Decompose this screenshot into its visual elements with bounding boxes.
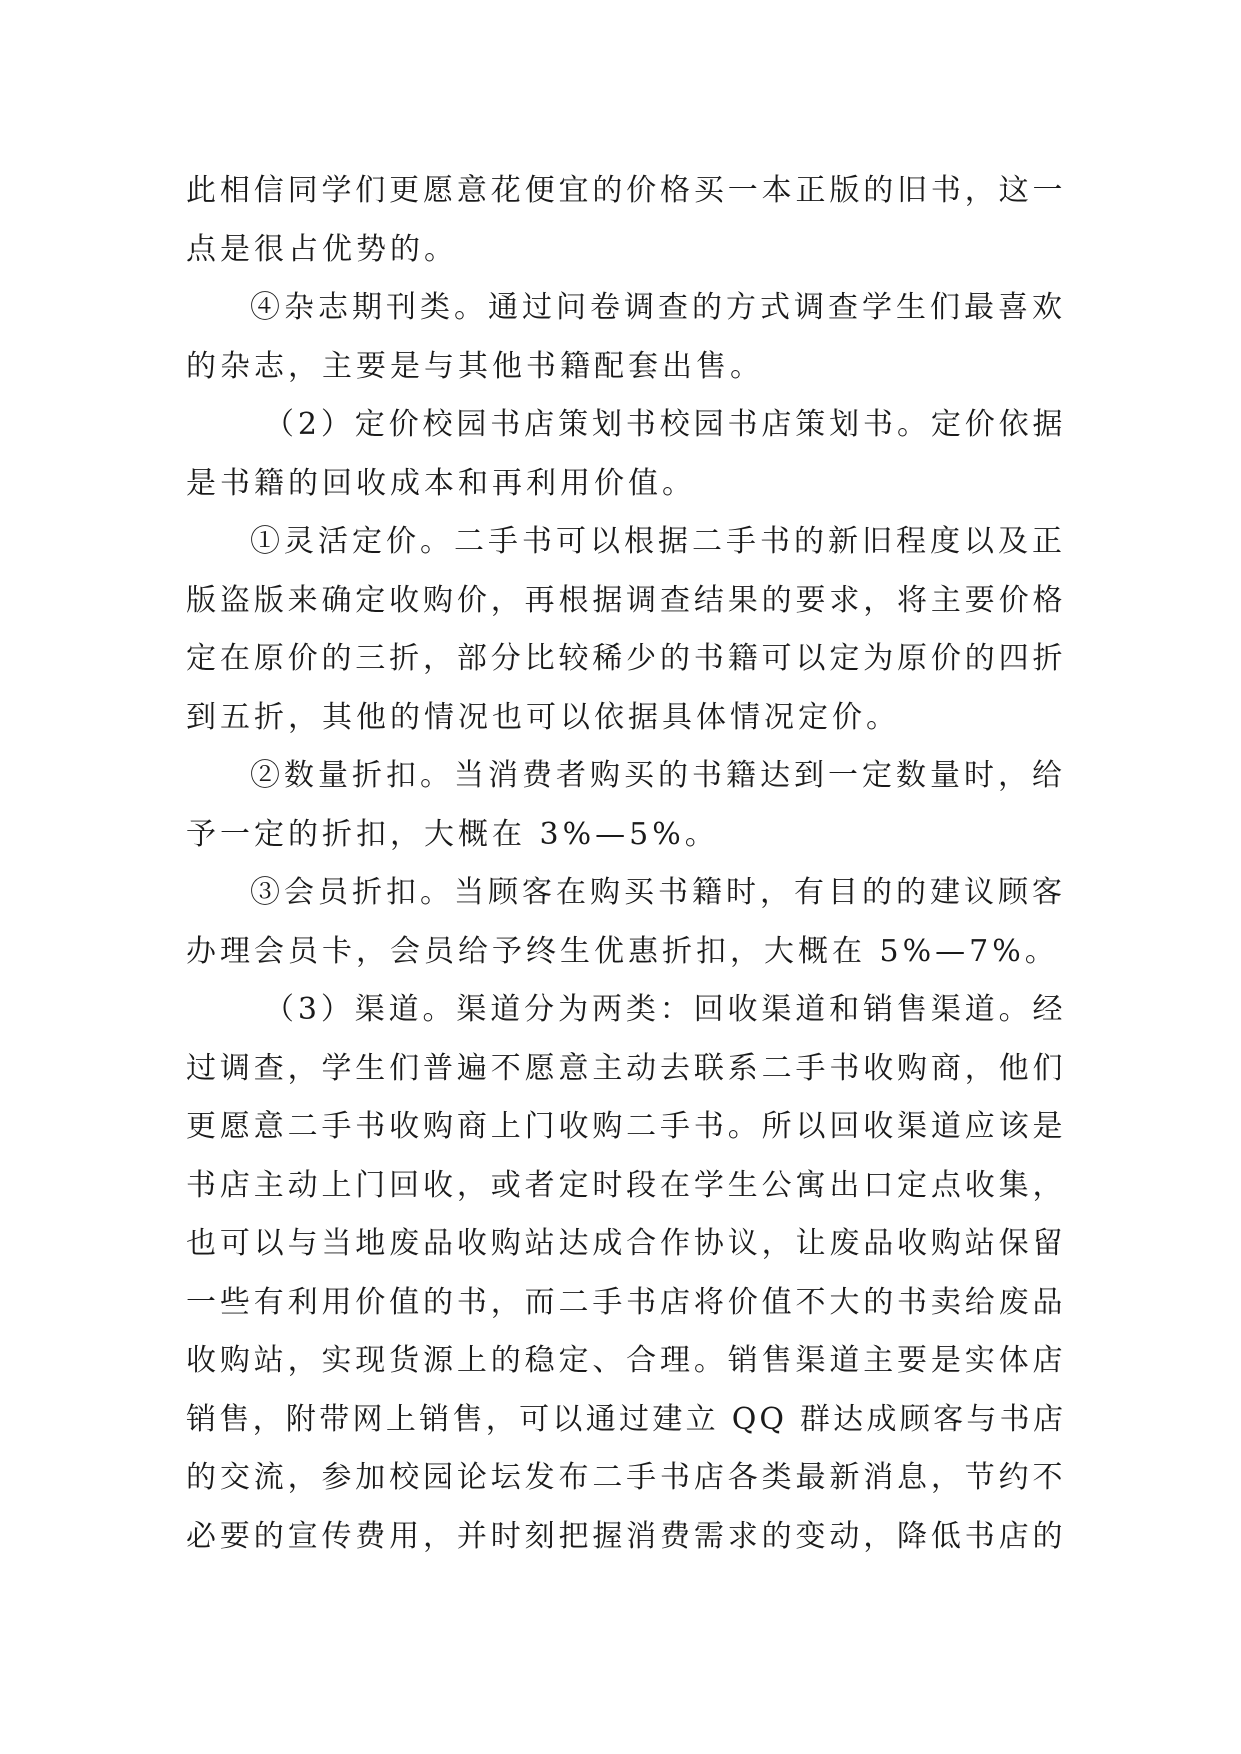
text-line: 的杂志，主要是与其他书籍配套出售。 — [186, 348, 764, 384]
text-line: 书店主动上门回收，或者定时段在学生公寓出口定点收集， — [186, 1167, 1066, 1203]
text-line: 收购站，实现货源上的稳定、合理。销售渠道主要是实体店 — [186, 1343, 1066, 1378]
text-line: 必要的宣传费用，并时刻把握消费需求的变动，降低书店的 — [186, 1518, 1066, 1554]
document-body — [186, 162, 1066, 1566]
text-line: （3）渠道。渠道分为两类：回收渠道和销售渠道。经 — [264, 992, 1066, 1027]
text-line: 一些有利用价值的书，而二手书店将价值不大的书卖给废品 — [186, 1284, 1066, 1320]
text-line: 也可以与当地废品收购站达成合作协议，让废品收购站保留 — [186, 1226, 1066, 1261]
text-line: 予一定的折扣，大概在 3%—5%。 — [186, 816, 719, 852]
text-line: ①灵活定价。二手书可以根据二手书的新旧程度以及正 — [250, 524, 1066, 559]
text-line: 更愿意二手书收购商上门收购二手书。所以回收渠道应该是 — [186, 1109, 1066, 1144]
text-line: 到五折，其他的情况也可以依据具体情况定价。 — [186, 699, 900, 735]
text-line: 定在原价的三折，部分比较稀少的书籍可以定为原价的四折 — [186, 641, 1066, 676]
text-line: 的交流，参加校园论坛发布二手书店各类最新消息，节约不 — [186, 1460, 1066, 1495]
text-line: 过调查，学生们普遍不愿意主动去联系二手书收购商，他们 — [186, 1050, 1066, 1086]
text-line: 是书籍的回收成本和再利用价值。 — [186, 465, 696, 501]
text-line: 办理会员卡，会员给予终生优惠折扣，大概在 5%—7%。 — [186, 933, 1059, 969]
text-line: 点是很占优势的。 — [186, 231, 458, 267]
text-line: ②数量折扣。当消费者购买的书籍达到一定数量时，给 — [250, 758, 1066, 793]
text-line: 此相信同学们更愿意花便宜的价格买一本正版的旧书，这一 — [186, 173, 1066, 208]
text-line: （2）定价校园书店策划书校园书店策划书。定价依据 — [264, 407, 1066, 442]
text-line: ③会员折扣。当顾客在购买书籍时，有目的的建议顾客 — [250, 875, 1066, 910]
text-line: ④杂志期刊类。通过问卷调查的方式调查学生们最喜欢 — [250, 290, 1066, 325]
text-line: 销售，附带网上销售，可以通过建立 QQ 群达成顾客与书店 — [186, 1401, 1066, 1437]
text-line: 版盗版来确定收购价，再根据调查结果的要求，将主要价格 — [186, 582, 1066, 618]
